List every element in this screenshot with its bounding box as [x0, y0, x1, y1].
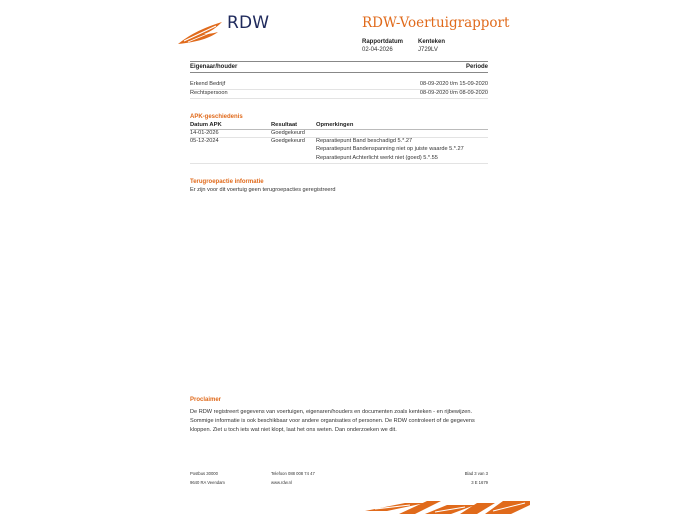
apk-date: 05-12-2024 [190, 138, 219, 144]
owners-top-rule [190, 61, 488, 62]
owner-name: Rechtspersoon [190, 90, 228, 96]
apk-remark: Reparatiepunt Bandenspanning niet op juiste waarde 5.*.27 [316, 146, 464, 152]
footer-city: 9640 RA Veendam [190, 480, 225, 485]
recall-section-title: Terugroepactie informatie [190, 179, 264, 185]
owners-header-rule [190, 72, 488, 73]
owner-row [190, 90, 488, 98]
owner-period: 08-09-2020 t/m 15-09-2020 [419, 81, 488, 87]
owners-column-period: Periode [465, 64, 488, 70]
footer-phone: Telefoon 088 008 74 47 [271, 471, 315, 476]
apk-header-rule [190, 129, 488, 130]
footer-website: www.rdw.nl [271, 480, 292, 485]
footer-page: Blad 3 van 3 [464, 471, 488, 476]
apk-column-remarks: Opmerkingen [316, 122, 354, 128]
disclaimer-line: Sommige informatie is ook beschikbaar voor andere organisaties of personen. De RDW controleert of de gegevens [190, 418, 475, 424]
footer-code: 3 E 1679 [471, 480, 488, 485]
plate-label: Kenteken [418, 39, 446, 45]
recall-text: Er zijn voor dit voertuig geen terugroepacties geregistreerd [190, 187, 336, 193]
row-divider [190, 98, 488, 99]
apk-result: Goedgekeurd [271, 138, 305, 144]
rdw-logo-icon [176, 20, 224, 46]
apk-column-result: Resultaat [271, 122, 298, 128]
apk-remark: Reparatiepunt Band beschadigd 5.*.27 [316, 138, 413, 144]
logo-text: RDW [227, 13, 270, 33]
apk-date: 14-01-2026 [190, 130, 219, 136]
plate-value: J729LV [418, 47, 438, 53]
disclaimer-line: kloppen. Ziet u toch iets wat niet klopt, laat het ons weten. Dan onderzoeken we dit. [190, 427, 397, 433]
apk-result: Goedgekeurd [271, 130, 305, 136]
report-date-value: 02-04-2026 [362, 47, 393, 53]
owner-period: 08-09-2020 t/m 08-09-2020 [419, 90, 488, 96]
owner-row [190, 81, 488, 89]
disclaimer-line: De RDW registreert gegevens van voertuigen, eigenaren/houders en documenten zoals kenteken - en rijbewijzen. [190, 409, 473, 415]
owner-name: Erkend Bedrijf [190, 81, 226, 87]
row-divider [190, 163, 488, 164]
report-title: RDW-Voertuigrapport [362, 15, 510, 31]
owners-column-owner: Eigenaar/houder [190, 64, 238, 70]
report-date-label: Rapportdatum [362, 39, 403, 45]
decorative-stripes-graphic [365, 497, 530, 514]
footer-postbus: Postbus 30000 [190, 471, 218, 476]
apk-section-title: APK-geschiedenis [190, 114, 243, 120]
apk-column-date: Datum APK [190, 122, 222, 128]
apk-remark: Reparatiepunt Achterlicht werkt niet (goed) 5.*.55 [316, 155, 438, 161]
disclaimer-title: Proclaimer [190, 397, 222, 403]
